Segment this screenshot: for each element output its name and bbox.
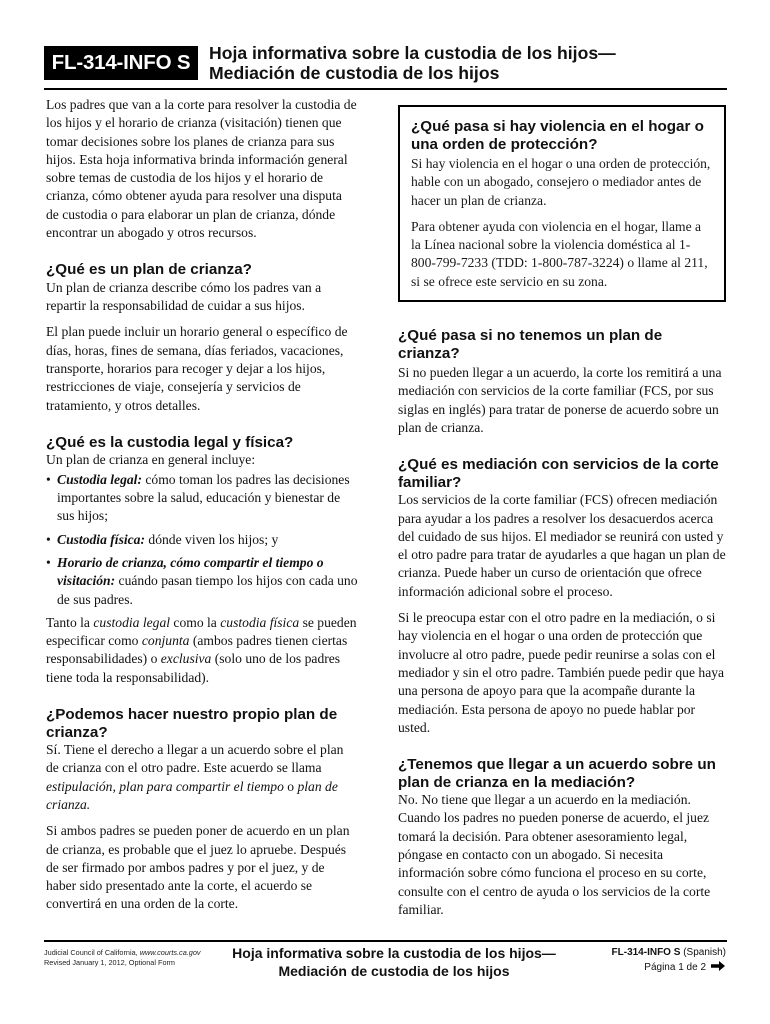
right-column: [398, 96, 726, 919]
left-column: [46, 96, 358, 914]
title-line-1: Hoja informativa sobre la custodia de los hijos—: [209, 43, 616, 63]
title-line-2: Mediación de custodia de los hijos: [209, 63, 500, 83]
heading-agreement-required: ¿Tenemos que llegar a un acuerdo sobre un plan de crianza en la mediación?: [398, 756, 716, 791]
list-item: • Custodia física: dónde viven los hijos; y: [46, 531, 358, 549]
parenting-plan-details: El plan puede incluir un horario general o específico de días, horas, fines de semana, días feriados, vacaciones, transporte, horarios para recoger y dejar a los hijos, restricciones de viaje, consejería y servicios de tratamiento, y otros detalles.: [46, 324, 348, 413]
footer-form-id: FL-314-INFO S: [611, 947, 681, 958]
own-plan-paragraph: Sí. Tiene el derecho a llegar a un acuerdo sobre el plan de crianza con el otro padre. Este acuerdo se llama estipulación, plan para compartir el tiempo o plan de crianza.: [46, 742, 344, 812]
footer-form-info: FL-314-INFO S (Spanish) Página 1 de 2: [611, 947, 726, 973]
page-title: [209, 43, 616, 83]
joint-sole-custody-paragraph: Tanto la custodia legal como la custodia física se pueden especificar como conjunta (ambos padres tienen ciertas responsabilidades) o exclusiva (solo uno de los padres tiene toda la responsabilidad).: [46, 614, 357, 685]
website-link[interactable]: www.courts.ca.gov: [139, 948, 201, 957]
heading-own-plan: ¿Podemos hacer nuestro propio plan de crianza?: [46, 706, 338, 741]
heading-fcs-mediation: ¿Qué es mediación con servicios de la corte familiar?: [398, 456, 719, 491]
court-order-paragraph: Si ambos padres se pueden poner de acuerdo en un plan de crianza, es probable que el juez lo apruebe. Después de ser firmado por ambos padres y por el juez, y de haber sido presentado ante la corte, el acuerdo se convertirá en una orden de la corte.: [46, 823, 350, 912]
right-arrow-icon[interactable]: [710, 960, 726, 972]
agreement-paragraph: No. No tiene que llegar a un acuerdo en la mediación. Cuando los padres no pueden ponerse de acuerdo, el juez tomará la decisión. Para obtener asesoramiento legal, póngase en contacto con un abogado. Si necesita información sobre cómo funciona el proceso en su corte, consulte con el centro de ayuda o los servicios de la corte familiar.: [398, 792, 711, 917]
footer-title: Hoja informativa sobre la custodia de los hijos— Mediación de custodia de los hijos: [232, 945, 556, 979]
heading-domestic-violence: ¿Qué pasa si hay violencia en el hogar o una orden de protección?: [411, 118, 704, 153]
hotline-paragraph: Para obtener ayuda con violencia en el hogar, llame a la Línea nacional sobre la violencia doméstica al 1-800-799-7233 (TDD: 1-800-787-3224) o llame al 211, si se ofrece este servicio en su zona.: [411, 218, 708, 289]
footer-divider: [44, 940, 727, 942]
heading-parenting-plan: ¿Qué es un plan de crianza?: [46, 261, 252, 279]
domestic-violence-paragraph: Si hay violencia en el hogar o una orden de protección, hable con un abogado, consejero o mediador antes de hacer un plan de crianza.: [411, 156, 711, 208]
parenting-plan-paragraph: Un plan de crianza describe cómo los padres van a repartir la responsabilidad de cuidar a sus hijos.: [46, 279, 322, 314]
page-number: Página 1 de 2: [644, 962, 706, 973]
revision-date: Revised January 1, 2012, Optional Form: [44, 958, 176, 967]
domestic-violence-callout: [398, 105, 726, 302]
page-header: [44, 41, 734, 85]
footer-publisher: Judicial Council of California, www.courts.ca.gov Revised January 1, 2012, Optional Form: [44, 948, 201, 967]
next-page-link[interactable]: [612, 960, 726, 975]
list-item: • Custodia legal: cómo toman los padres las decisiones importantes sobre la salud, educación y bienestar de sus hijos;: [46, 471, 358, 526]
list-item: • Horario de crianza, cómo compartir el tiempo o visitación: cuándo pasan tiempo los hijos con cada uno de sus padres.: [46, 554, 358, 609]
fcs-mediation-paragraph: Los servicios de la corte familiar (FCS) ofrecen mediación para ayudar a los padres a resolver los desacuerdos acerca del cuidado de sus hijos. El mediador se reunirá con usted y el otro padre para tratar de ayudarles a que hagan un plan de crianza. Puede haber un curso de orientación que ofrece información adicional sobre el proceso.: [398, 492, 726, 599]
form-id-badge: FL-314-INFO S: [44, 46, 198, 80]
intro-paragraph: Los padres que van a la corte para resolver la custodia de los hijos y el horario de crianza (visitación) tienen que tomar decisiones sobre los planes de crianza para sus hijos. Esta hoja informativa brinda información general sobre temas de custodia de los hijos y el horario de crianza, cómo obtener ayuda para resolver una disputa de custodia o para elaborar un plan de crianza, dónde encontrar un abogado y otros recursos.: [46, 97, 357, 241]
header-divider: [44, 88, 727, 90]
heading-no-plan: ¿Qué pasa si no tenemos un plan de crianza?: [398, 327, 663, 362]
custody-list: [46, 471, 358, 609]
custody-lead: Un plan de crianza en general incluye:: [46, 452, 256, 468]
heading-legal-physical-custody: ¿Qué es la custodia legal y física?: [46, 433, 294, 451]
separate-meeting-paragraph: Si le preocupa estar con el otro padre en la mediación, o si hay violencia en el hogar o una orden de protección que involucre al otro padre, puede pedir reunirse a solas con el mediador y sin el otro padre. También puede pedir que haya una persona de apoyo para que la acompañe durante la mediación. Esta persona de apoyo no puede hablar por usted.: [398, 610, 725, 735]
no-plan-paragraph: Si no pueden llegar a un acuerdo, la corte los remitirá a una mediación con servicios de la corte familiar (FCS, por sus siglas en inglés) para tratar de ponerse de acuerdo sobre un plan de crianza.: [398, 365, 722, 435]
